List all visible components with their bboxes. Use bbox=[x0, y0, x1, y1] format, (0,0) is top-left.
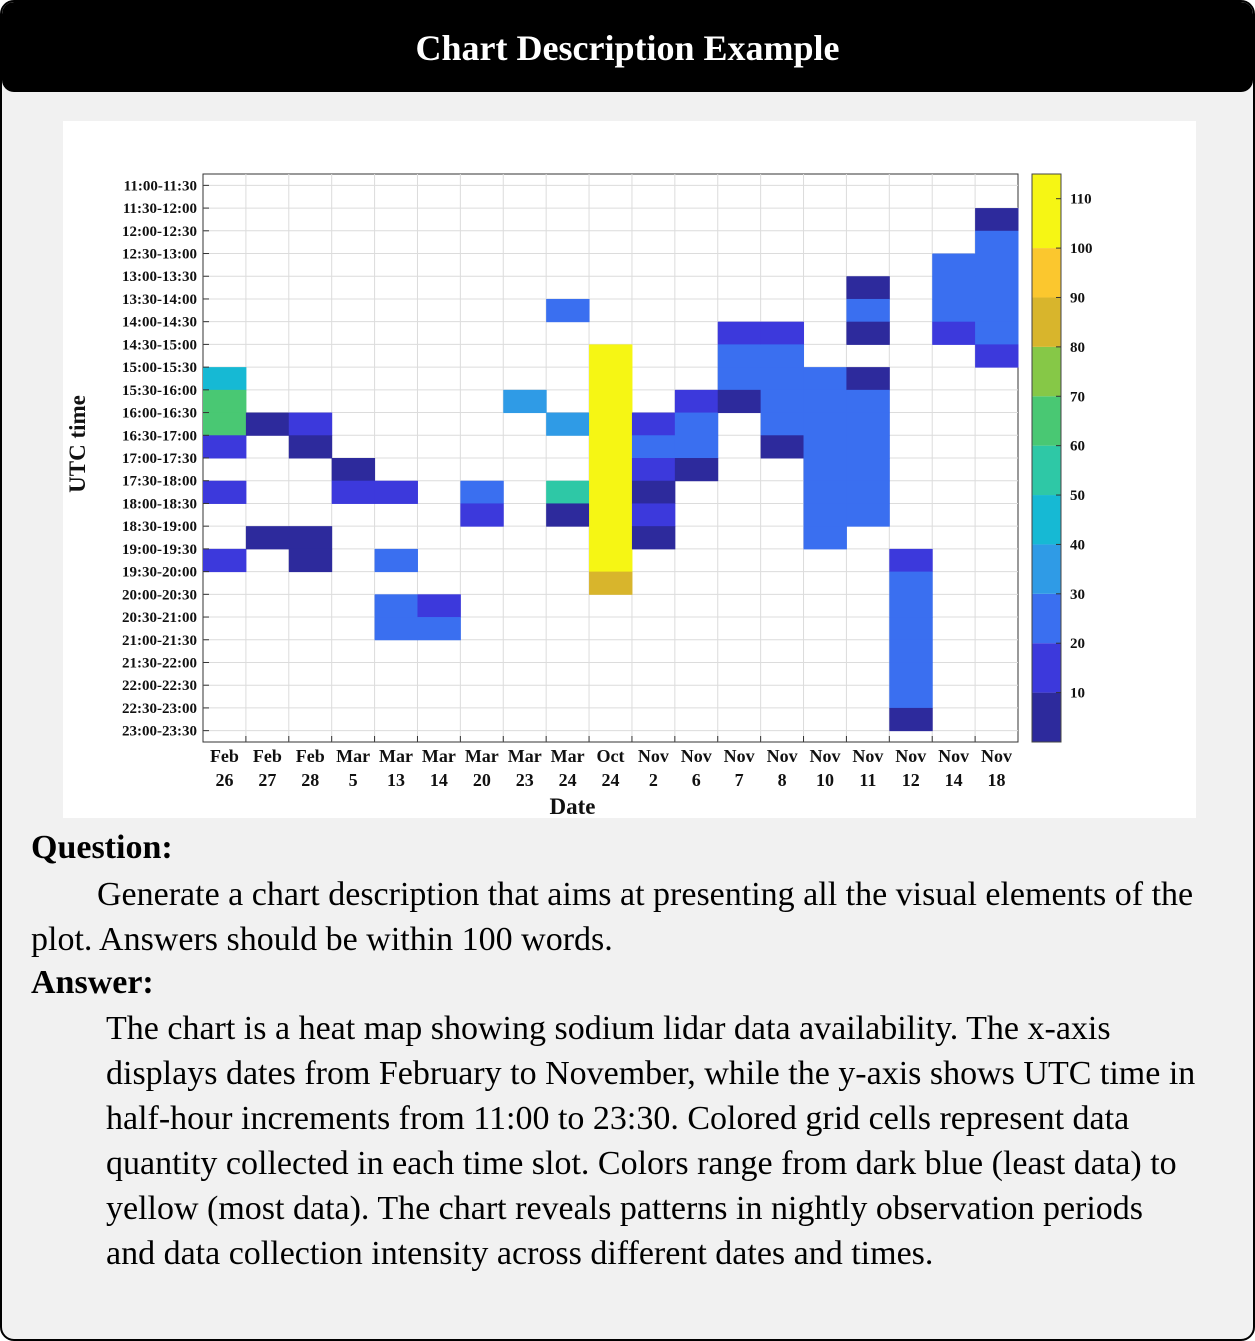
heatmap-cell bbox=[889, 708, 932, 731]
heatmap-cell bbox=[203, 549, 246, 572]
x-tick-label-day: 5 bbox=[348, 770, 358, 790]
x-tick-label-day: 2 bbox=[648, 770, 658, 790]
x-tick-label-day: 13 bbox=[387, 770, 406, 790]
heatmap-cell bbox=[589, 413, 632, 436]
x-tick-label-day: 14 bbox=[429, 770, 448, 790]
heatmap-cell bbox=[846, 435, 889, 458]
heatmap-cell bbox=[846, 276, 889, 299]
y-tick-label: 12:00-12:30 bbox=[122, 223, 197, 240]
colorbar-tick-label: 50 bbox=[1070, 488, 1085, 505]
heatmap-cell bbox=[417, 617, 460, 640]
heatmap-chart bbox=[63, 121, 1196, 818]
colorbar-tick-label: 20 bbox=[1070, 636, 1085, 653]
heatmap-cell bbox=[889, 685, 932, 708]
y-tick-label: 19:30-20:00 bbox=[122, 564, 197, 581]
x-tick-label-month: Nov bbox=[809, 746, 841, 766]
heatmap-cell bbox=[632, 413, 675, 436]
heatmap-cell bbox=[589, 549, 632, 572]
y-tick-label: 21:30-22:00 bbox=[122, 655, 197, 672]
heatmap-cell bbox=[846, 413, 889, 436]
heatmap-cell bbox=[546, 413, 589, 436]
heatmap-cell bbox=[804, 503, 847, 526]
x-tick-label-day: 12 bbox=[901, 770, 920, 790]
heatmap-cell bbox=[332, 458, 375, 481]
heatmap-cell bbox=[889, 594, 932, 617]
x-tick-label-month: Oct bbox=[596, 746, 625, 766]
colorbar-segment bbox=[1032, 396, 1061, 445]
heatmap-cell bbox=[761, 322, 804, 345]
heatmap-cell bbox=[289, 549, 332, 572]
heatmap-cell bbox=[804, 413, 847, 436]
colorbar-tick-label: 80 bbox=[1070, 339, 1085, 356]
heatmap-cell bbox=[846, 458, 889, 481]
y-tick-label: 20:00-20:30 bbox=[122, 587, 197, 604]
heatmap-cell bbox=[589, 458, 632, 481]
answer-label: Answer: bbox=[31, 964, 154, 1001]
y-tick-label: 16:30-17:00 bbox=[122, 428, 197, 445]
heatmap-cell bbox=[975, 344, 1018, 367]
heatmap-cell bbox=[632, 481, 675, 504]
heatmap-cell bbox=[203, 435, 246, 458]
colorbar-segment bbox=[1032, 544, 1061, 593]
x-tick-label-day: 8 bbox=[777, 770, 787, 790]
y-tick-label: 22:00-22:30 bbox=[122, 678, 197, 695]
y-tick-label: 23:00-23:30 bbox=[122, 723, 197, 740]
answer-text: The chart is a heat map showing sodium lidar data availability. The x-axis displays dates from February to November, while the y-axis shows UTC time in half-hour increments from 11:00 to 23:30. Colored grid cells represent data quantity collected in each time slot. Colors range from dark blue (least data) to yellow (most data). The chart reveals patterns in nightly observation periods and data collection intensity across different dates and times. bbox=[106, 1010, 1196, 1272]
heatmap-cell bbox=[889, 662, 932, 685]
heatmap-cell bbox=[246, 413, 289, 436]
y-tick-label: 16:00-16:30 bbox=[122, 405, 197, 422]
heatmap-cell bbox=[804, 435, 847, 458]
heatmap-cell bbox=[761, 390, 804, 413]
heatmap-cell bbox=[675, 458, 718, 481]
colorbar-tick-label: 70 bbox=[1070, 389, 1085, 406]
heatmap-cell bbox=[975, 208, 1018, 231]
colorbar-segment bbox=[1032, 347, 1061, 396]
y-tick-label: 17:00-17:30 bbox=[122, 451, 197, 467]
x-tick-label-day: 14 bbox=[944, 770, 963, 790]
heatmap-cell bbox=[846, 367, 889, 390]
y-tick-label: 14:30-15:00 bbox=[122, 337, 197, 354]
x-tick-label-month: Mar bbox=[336, 746, 371, 766]
colorbar-tick-label: 10 bbox=[1070, 685, 1085, 702]
colorbar-segment bbox=[1032, 446, 1061, 495]
x-tick-label-day: 24 bbox=[601, 770, 620, 790]
y-axis-title: UTC time bbox=[65, 395, 90, 493]
heatmap-cell bbox=[460, 481, 503, 504]
colorbar-segment bbox=[1032, 248, 1061, 297]
x-tick-label-month: Nov bbox=[680, 746, 712, 766]
heatmap-cell bbox=[675, 413, 718, 436]
y-tick-label: 20:30-21:00 bbox=[122, 610, 197, 627]
colorbar-tick-label: 100 bbox=[1070, 241, 1093, 258]
x-tick-label-month: Mar bbox=[421, 746, 456, 766]
heatmap-cell bbox=[289, 413, 332, 436]
x-tick-label-month: Mar bbox=[507, 746, 542, 766]
heatmap-cell bbox=[846, 481, 889, 504]
x-tick-label-month: Nov bbox=[852, 746, 884, 766]
heatmap-cell bbox=[589, 435, 632, 458]
chart-panel bbox=[63, 121, 1196, 818]
heatmap-cell bbox=[375, 617, 418, 640]
heatmap-cell bbox=[889, 572, 932, 595]
heatmap-cell bbox=[932, 276, 975, 299]
heatmap-cell bbox=[203, 367, 246, 390]
heatmap-cell bbox=[375, 481, 418, 504]
x-tick-label-day: 23 bbox=[515, 770, 534, 790]
heatmap-cell bbox=[761, 344, 804, 367]
colorbar-tick-label: 60 bbox=[1070, 438, 1085, 455]
heatmap-cell bbox=[632, 526, 675, 549]
x-tick-label-month: Feb bbox=[252, 746, 282, 766]
x-tick-label-day: 11 bbox=[859, 770, 877, 790]
heatmap-cell bbox=[589, 572, 632, 595]
heatmap-cell bbox=[889, 549, 932, 572]
heatmap-cell bbox=[589, 367, 632, 390]
heatmap-cell bbox=[761, 367, 804, 390]
heatmap-cell bbox=[889, 640, 932, 663]
x-tick-label-month: Nov bbox=[895, 746, 927, 766]
heatmap-cell bbox=[761, 435, 804, 458]
heatmap-cell bbox=[203, 481, 246, 504]
heatmap-cell bbox=[632, 458, 675, 481]
x-tick-label-day: 20 bbox=[472, 770, 491, 790]
heatmap-cell bbox=[804, 458, 847, 481]
heatmap-cell bbox=[675, 435, 718, 458]
x-axis-title: Date bbox=[549, 794, 596, 818]
y-tick-label: 18:30-19:00 bbox=[122, 519, 197, 536]
heatmap-cell bbox=[932, 322, 975, 345]
heatmap-cell bbox=[932, 299, 975, 322]
heatmap-cell bbox=[846, 390, 889, 413]
heatmap-cell bbox=[975, 231, 1018, 254]
colorbar-tick-label: 90 bbox=[1070, 290, 1085, 307]
question-label: Question: bbox=[31, 829, 173, 866]
card-title: Chart Description Example bbox=[2, 2, 1253, 92]
y-tick-label: 11:30-12:00 bbox=[122, 201, 197, 218]
x-tick-label-month: Feb bbox=[209, 746, 239, 766]
heatmap-cell bbox=[761, 413, 804, 436]
heatmap-cell bbox=[332, 481, 375, 504]
colorbar-tick-label: 30 bbox=[1070, 586, 1085, 603]
question-text: Generate a chart description that aims at presenting all the visual elements of the plot. Answers should be within 100 words. bbox=[31, 876, 1194, 958]
heatmap-cell bbox=[804, 390, 847, 413]
x-tick-label-day: 7 bbox=[734, 770, 744, 790]
heatmap-cell bbox=[975, 254, 1018, 277]
heatmap-cell bbox=[289, 435, 332, 458]
y-tick-label: 11:00-11:30 bbox=[123, 178, 197, 195]
heatmap-cell bbox=[804, 481, 847, 504]
heatmap-cell bbox=[203, 390, 246, 413]
heatmap-cell bbox=[889, 617, 932, 640]
y-tick-label: 14:00-14:30 bbox=[122, 314, 197, 331]
x-tick-label-month: Mar bbox=[550, 746, 585, 766]
heatmap-cell bbox=[718, 367, 761, 390]
x-tick-label-month: Nov bbox=[723, 746, 755, 766]
y-tick-label: 18:00-18:30 bbox=[122, 496, 197, 513]
heatmap-cell bbox=[375, 594, 418, 617]
y-tick-label: 21:00-21:30 bbox=[122, 632, 197, 649]
colorbar-segment bbox=[1032, 693, 1061, 742]
x-tick-label-day: 26 bbox=[215, 770, 234, 790]
colorbar-segment bbox=[1032, 643, 1061, 692]
heatmap-cell bbox=[975, 276, 1018, 299]
x-tick-label-month: Mar bbox=[379, 746, 414, 766]
heatmap-cell bbox=[932, 254, 975, 277]
heatmap-cell bbox=[546, 503, 589, 526]
colorbar-segment bbox=[1032, 297, 1061, 346]
heatmap-cell bbox=[675, 390, 718, 413]
heatmap-cell bbox=[589, 390, 632, 413]
colorbar-tick-label: 110 bbox=[1070, 191, 1092, 208]
x-tick-label-month: Nov bbox=[637, 746, 669, 766]
heatmap-cell bbox=[546, 299, 589, 322]
heatmap-cell bbox=[846, 503, 889, 526]
y-tick-label: 13:00-13:30 bbox=[122, 269, 197, 286]
heatmap-cell bbox=[375, 549, 418, 572]
heatmap-cell bbox=[289, 526, 332, 549]
y-tick-label: 12:30-13:00 bbox=[122, 246, 197, 263]
heatmap-cell bbox=[846, 322, 889, 345]
y-tick-label: 17:30-18:00 bbox=[122, 473, 197, 490]
colorbar-segment bbox=[1032, 174, 1061, 248]
heatmap-cell bbox=[546, 481, 589, 504]
heatmap-cell bbox=[503, 390, 546, 413]
x-tick-label-day: 18 bbox=[987, 770, 1006, 790]
heatmap-cell bbox=[846, 299, 889, 322]
heatmap-cell bbox=[804, 526, 847, 549]
x-tick-label-month: Nov bbox=[766, 746, 798, 766]
colorbar-segment bbox=[1032, 594, 1061, 643]
x-tick-label-day: 24 bbox=[558, 770, 577, 790]
x-tick-label-day: 28 bbox=[301, 770, 320, 790]
heatmap-cell bbox=[460, 503, 503, 526]
y-tick-label: 15:30-16:00 bbox=[122, 382, 197, 399]
heatmap-cell bbox=[804, 367, 847, 390]
heatmap-cell bbox=[718, 344, 761, 367]
x-tick-label-month: Feb bbox=[295, 746, 325, 766]
heatmap-cell bbox=[589, 503, 632, 526]
heatmap-cell bbox=[589, 526, 632, 549]
heatmap-cell bbox=[417, 594, 460, 617]
heatmap-cell bbox=[718, 322, 761, 345]
heatmap-cell bbox=[975, 322, 1018, 345]
colorbar-tick-label: 40 bbox=[1070, 537, 1085, 554]
y-tick-label: 13:30-14:00 bbox=[122, 291, 197, 308]
heatmap-cell bbox=[203, 413, 246, 436]
x-tick-label-day: 10 bbox=[815, 770, 834, 790]
y-tick-label: 19:00-19:30 bbox=[122, 541, 197, 558]
heatmap-cell bbox=[632, 435, 675, 458]
x-tick-label-day: 27 bbox=[258, 770, 277, 790]
heatmap-cell bbox=[718, 390, 761, 413]
x-tick-label-month: Mar bbox=[464, 746, 499, 766]
x-tick-label-month: Nov bbox=[938, 746, 970, 766]
heatmap-cell bbox=[975, 299, 1018, 322]
colorbar-segment bbox=[1032, 495, 1061, 544]
heatmap-cell bbox=[589, 481, 632, 504]
heatmap-cell bbox=[632, 503, 675, 526]
y-tick-label: 22:30-23:00 bbox=[122, 700, 197, 717]
y-tick-label: 15:00-15:30 bbox=[122, 360, 197, 377]
x-tick-label-day: 6 bbox=[691, 770, 701, 790]
x-tick-label-month: Nov bbox=[981, 746, 1013, 766]
heatmap-cell bbox=[246, 526, 289, 549]
heatmap-cell bbox=[589, 344, 632, 367]
